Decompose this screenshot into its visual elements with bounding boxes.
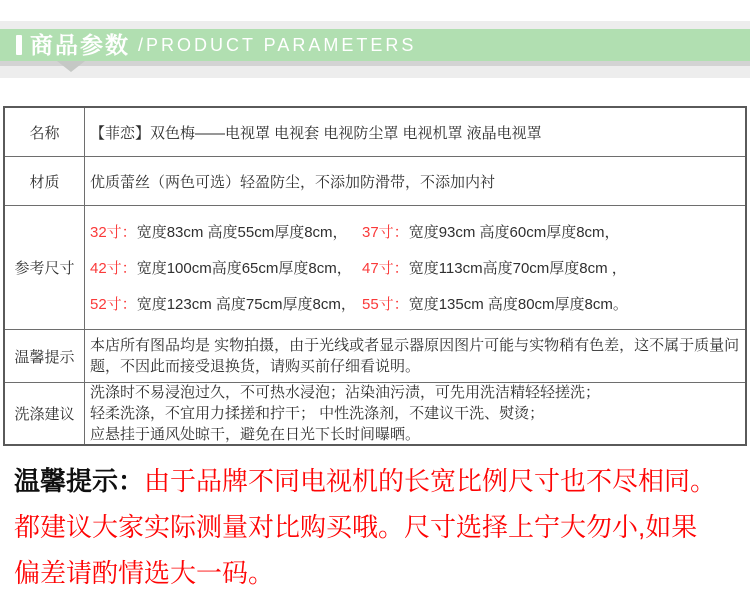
- size-entry: [362, 296, 628, 313]
- size-text: 宽度100cm高度65cm厚度8cm，: [136, 260, 352, 277]
- row-label-size: 参考尺寸: [5, 206, 85, 329]
- size-text: 宽度83cm 高度55cm厚度8cm，: [136, 224, 348, 241]
- table-row-name: [5, 108, 745, 157]
- row-content-wash: [85, 383, 745, 444]
- footer-notice: [14, 458, 744, 596]
- row-content-size: [85, 206, 745, 329]
- row-content-tips: [85, 330, 745, 382]
- size-entry: [90, 221, 362, 242]
- product-parameters-table: [3, 106, 747, 446]
- chevron-down-icon: [57, 61, 85, 72]
- size-line: [90, 257, 627, 278]
- row-content-name: 【菲恋】双色梅——电视罩 电视套 电视防尘罩 电视机罩 液晶电视罩: [90, 124, 542, 142]
- size-label: 37寸：: [362, 224, 409, 241]
- table-row-wash: [5, 383, 745, 444]
- size-entry: [362, 260, 627, 277]
- row-label-material: 材质: [5, 157, 85, 205]
- size-label: 47寸：: [362, 260, 409, 277]
- section-title-en: /PRODUCT PARAMETERS: [138, 35, 417, 55]
- size-label: 42寸：: [90, 260, 137, 277]
- row-label-wash: 洗涤建议: [5, 383, 85, 444]
- size-text: 宽度123cm 高度75cm厚度8cm，: [136, 296, 356, 313]
- size-line: [90, 221, 620, 242]
- row-label-tips: 温馨提示: [5, 330, 85, 382]
- size-line: [90, 293, 628, 314]
- footer-line-1: [14, 458, 744, 504]
- row-label-name: 名称: [5, 108, 85, 156]
- wash-line: 洗涤时不易浸泡过久，不可热水浸泡；沾染油污渍，可先用洗洁精轻轻搓洗；: [90, 384, 601, 401]
- footer-notice-text: 由于品牌不同电视机的长宽比例尺寸也不尽相同。: [144, 466, 717, 496]
- footer-line-2: 都建议大家实际测量对比购买哦。尺寸选择上宁大勿小,如果: [14, 512, 698, 542]
- header-top-strip: [0, 21, 750, 29]
- size-entry: [90, 257, 362, 278]
- table-row-size: [5, 206, 745, 330]
- size-text: 宽度135cm 高度80cm厚度8cm。: [408, 296, 628, 313]
- size-text: 宽度93cm 高度60cm厚度8cm，: [408, 224, 620, 241]
- footer-line-3: 偏差请酌情选大一码。: [14, 558, 275, 588]
- size-label: 52寸：: [90, 296, 137, 313]
- header-accent-tick: [16, 35, 22, 55]
- table-row-tips: [5, 330, 745, 383]
- section-title-cn: 商品参数: [30, 32, 130, 58]
- wash-line: 应悬挂于通风处晾干，避免在日光下长时间曝晒。: [90, 426, 421, 443]
- tips-paragraph: 本店所有图品均是 实物拍摄，由于光线或者显示器原因图片可能与实物稍有色差，这不属于质量问题，不因此而接受退换货，请购买前仔细看说明。: [90, 337, 740, 375]
- size-label: 55寸：: [362, 296, 409, 313]
- size-entry: [90, 293, 362, 314]
- size-text: 宽度113cm高度70cm厚度8cm ，: [408, 260, 627, 277]
- row-content-material: 优质蕾丝（两色可选）轻盈防尘，不添加防滑带，不添加内衬: [90, 173, 496, 191]
- section-header-bar: [0, 29, 750, 61]
- table-row-material: [5, 157, 745, 206]
- size-entry: [362, 224, 620, 241]
- wash-line: 轻柔洗涤，不宜用力揉搓和拧干； 中性洗涤剂，不建议干洗、熨烫；: [90, 405, 545, 422]
- size-label: 32寸：: [90, 224, 137, 241]
- footer-notice-label: 温馨提示：: [14, 466, 145, 496]
- header-lower-strip: [0, 66, 750, 78]
